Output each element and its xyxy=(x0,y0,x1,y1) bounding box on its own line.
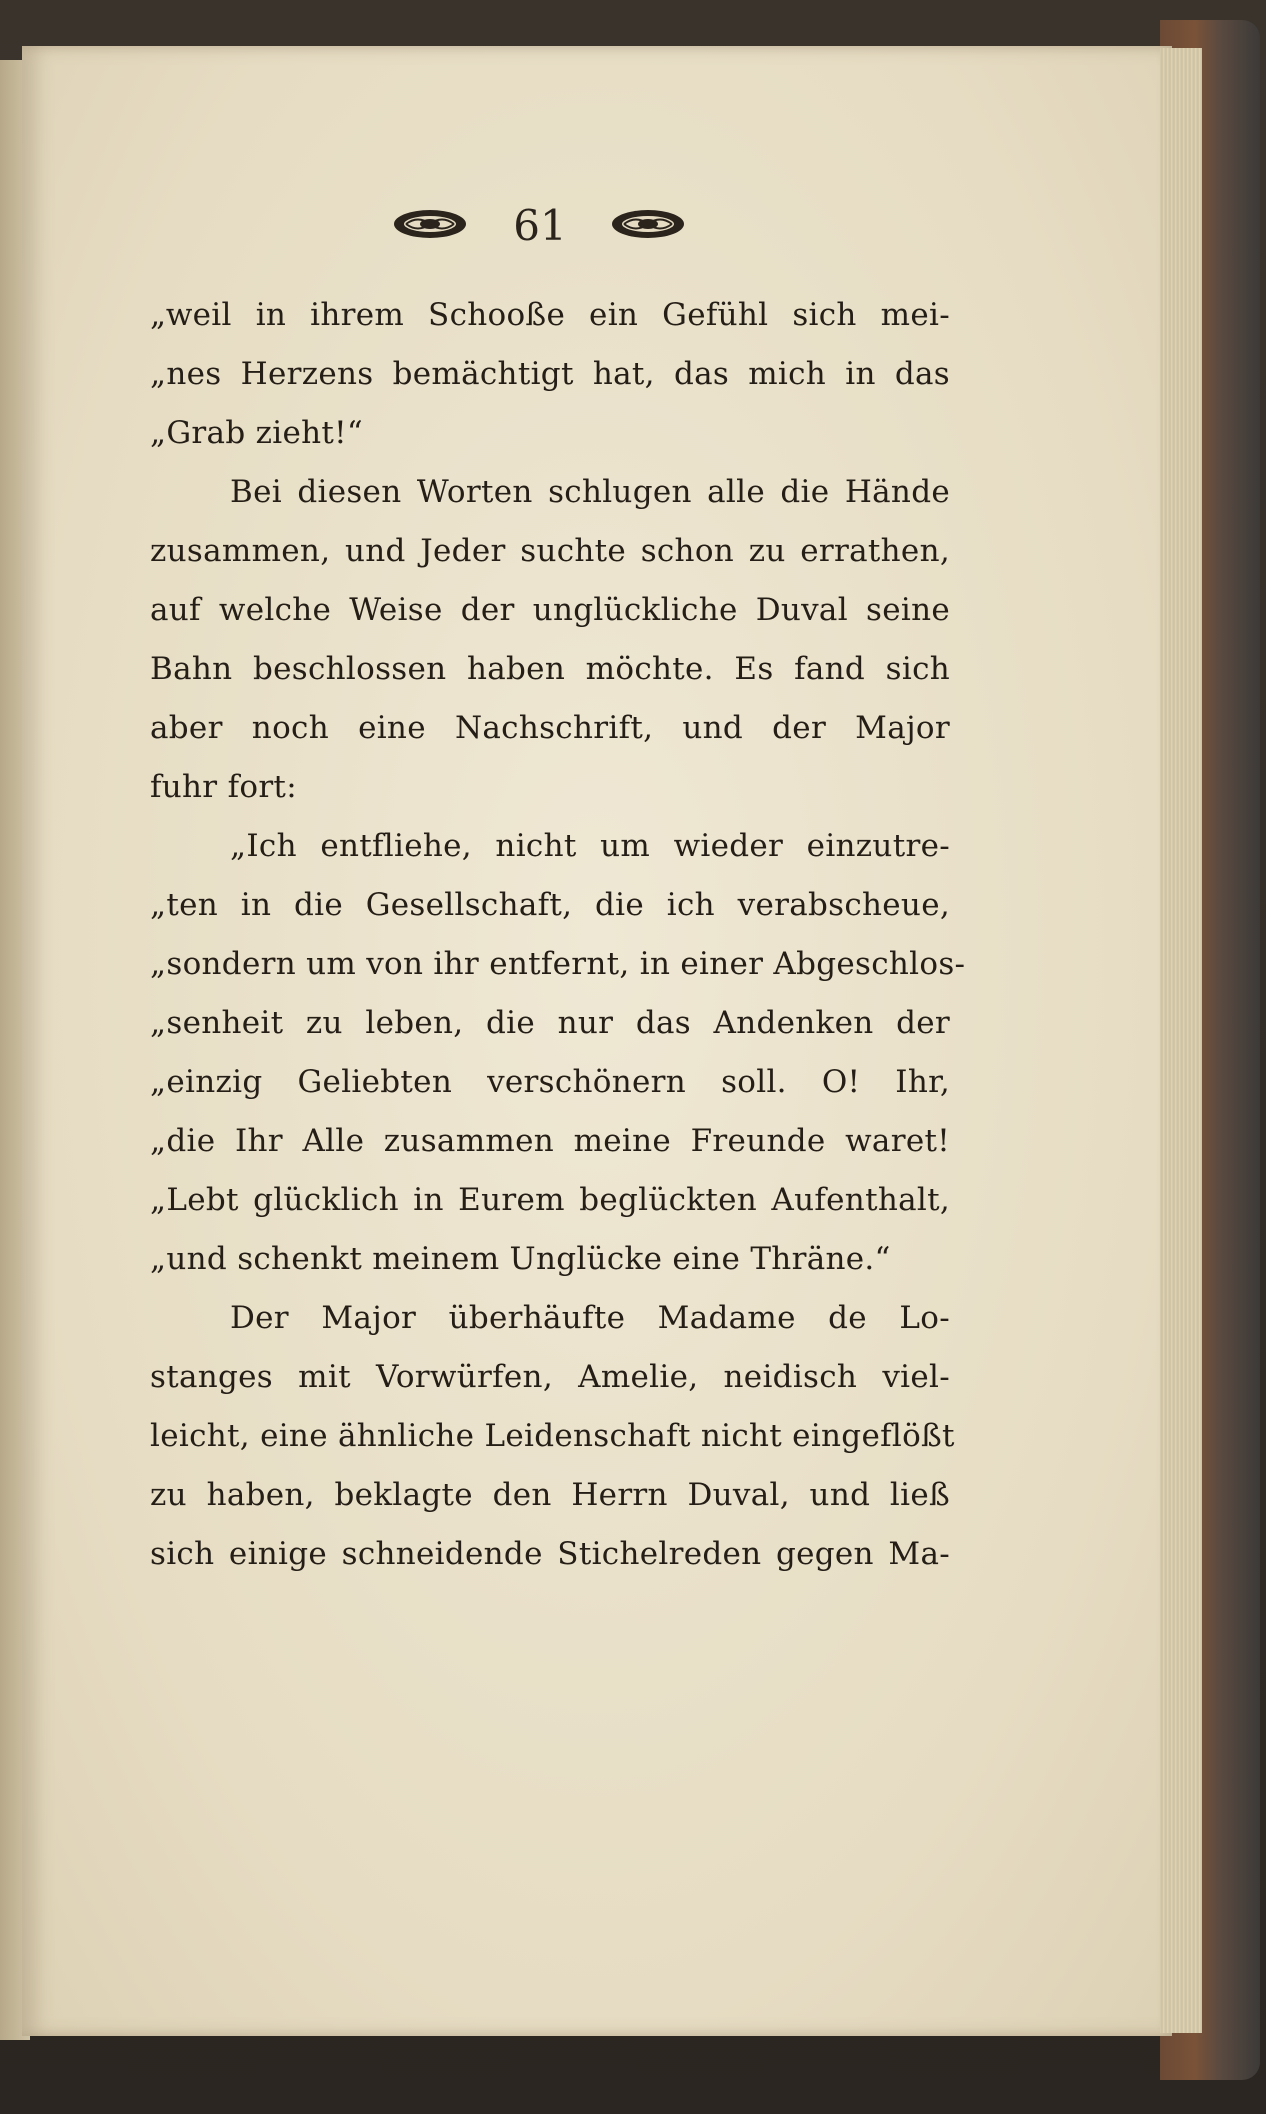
text-line: sich einige schneidende Stichelreden gegen Ma- xyxy=(150,1536,950,1572)
text-line: „sondern um von ihr entfernt, in einer Abgeschlos- xyxy=(150,946,966,982)
text-line: zusammen, und Jeder suchte schon zu errathen, xyxy=(150,533,950,569)
text-line: stanges mit Vorwürfen, Amelie, neidisch viel- xyxy=(150,1359,950,1395)
text-line: auf welche Weise der unglückliche Duval seine xyxy=(150,592,950,628)
text-line: „Lebt glücklich in Eurem beglückten Aufenthalt, xyxy=(150,1182,950,1218)
text-line: Der Major überhäufte Madame de Lo- xyxy=(230,1300,950,1336)
page-stack-edge xyxy=(1160,48,1202,2033)
text-line: „Ich entfliehe, nicht um wieder einzutre- xyxy=(230,828,950,864)
ornament-left-icon xyxy=(392,206,468,242)
text-line: „nes Herzens bemächtigt hat, das mich in das xyxy=(150,356,950,392)
text-line: „senheit zu leben, die nur das Andenken der xyxy=(150,1005,950,1041)
text-line: aber noch eine Nachschrift, und der Major xyxy=(150,710,950,746)
text-line: „einzig Geliebten verschönern soll. O! Ihr, xyxy=(150,1064,950,1100)
ornament-right-icon xyxy=(610,206,686,242)
page-number: 61 xyxy=(513,201,567,250)
text-line: „weil in ihrem Schooße ein Gefühl sich mei- xyxy=(150,297,950,333)
body-text xyxy=(150,286,966,1584)
text-line: fuhr fort: xyxy=(150,769,297,805)
text-line: Bei diesen Worten schlugen alle die Hände xyxy=(230,474,950,510)
text-line: zu haben, beklagte den Herrn Duval, und ließ xyxy=(150,1477,950,1513)
text-line: Bahn beschlossen haben möchte. Es fand sich xyxy=(150,651,950,687)
text-line: „die Ihr Alle zusammen meine Freunde waret! xyxy=(150,1123,950,1159)
text-line: „ten in die Gesellschaft, die ich verabscheue, xyxy=(150,887,950,923)
text-line: leicht, eine ähnliche Leidenschaft nicht eingeflößt xyxy=(150,1418,955,1454)
text-line: „und schenkt meinem Unglücke eine Thräne.“ xyxy=(150,1241,891,1277)
text-line: „Grab zieht!“ xyxy=(150,415,364,451)
